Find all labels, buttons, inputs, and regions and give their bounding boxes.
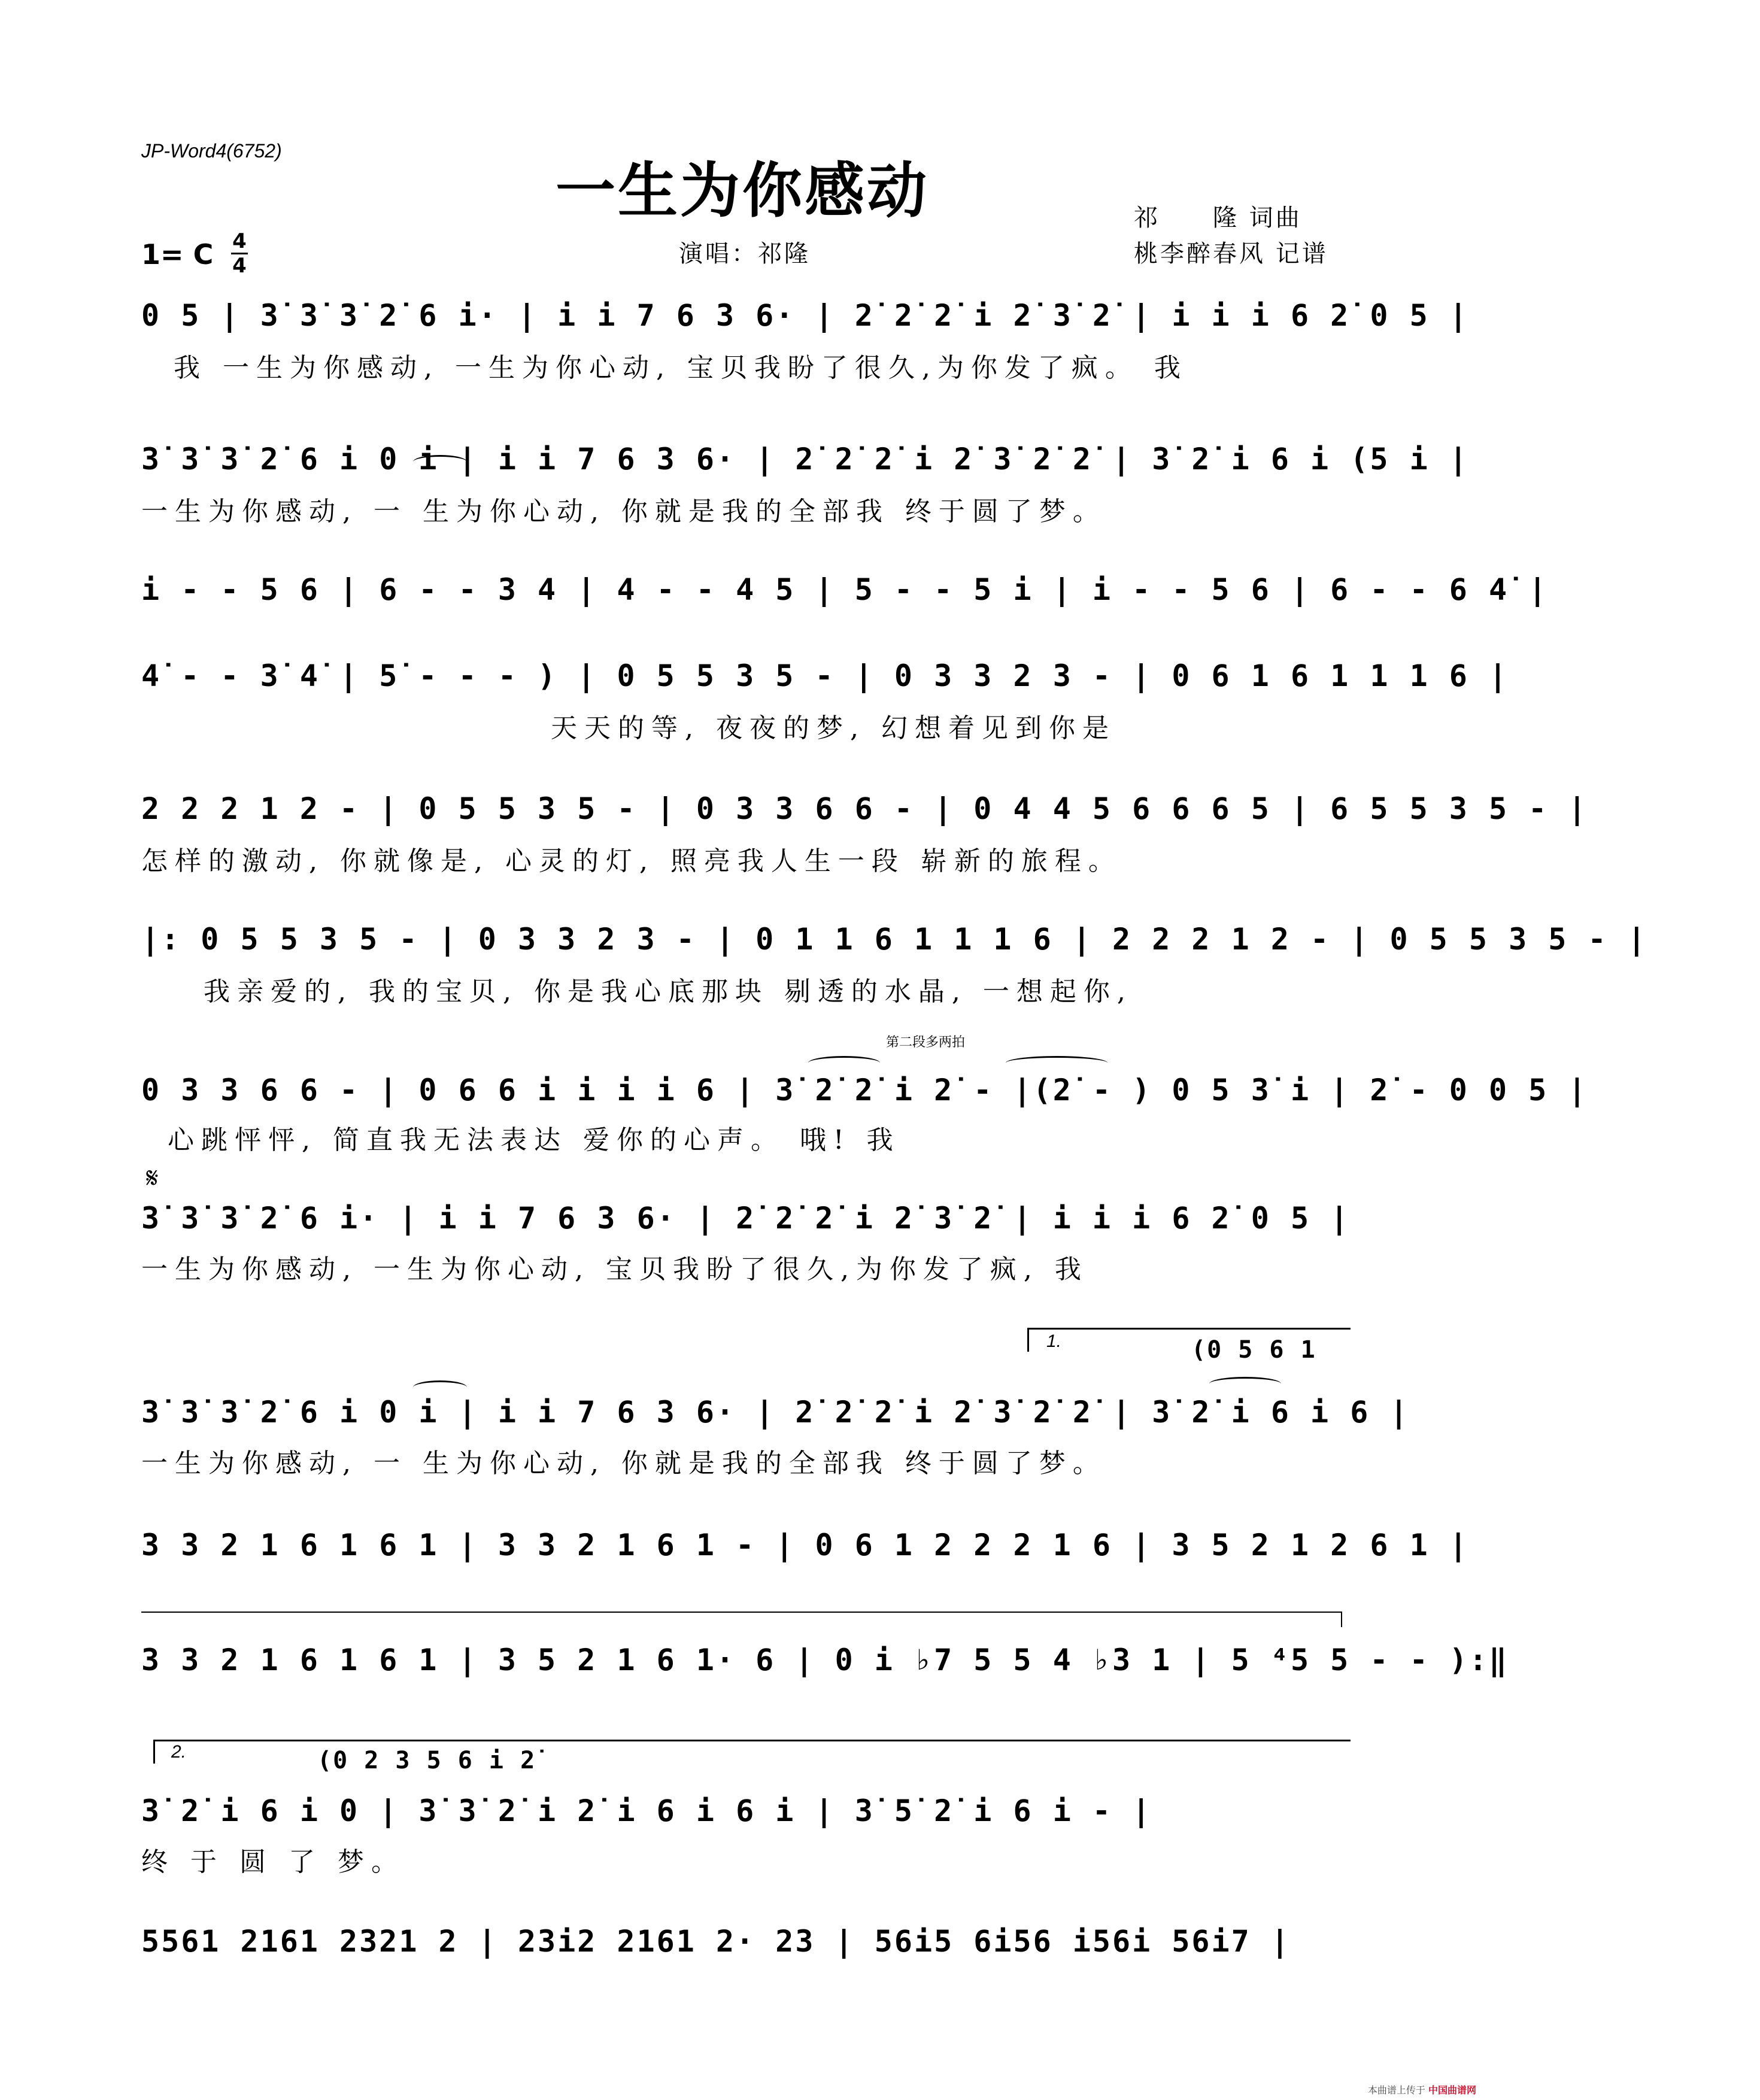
- score-row-5-lyrics: 怎样的激动, 你就像是, 心灵的灯, 照亮我人生一段 崭新的旅程。: [141, 846, 1122, 876]
- composer-credit: 祁 隆 词曲: [1134, 204, 1302, 232]
- site-logo: 中国曲谱网: [1428, 2084, 1476, 2096]
- footer-text: 本曲谱上传于: [1367, 2084, 1428, 2096]
- segno-sign: 𝄋: [146, 1161, 159, 1195]
- volta-1-label: 1.: [1046, 1331, 1062, 1351]
- footer-watermark: [1368, 2083, 1476, 2096]
- row-12-accompaniment: (0 2 3 5 6 i 2̇: [317, 1747, 536, 1774]
- volta-1-bracket: [1027, 1328, 1351, 1330]
- score-row-13-notes: 5561 2161 2321 2 | 23i2 2161 2· 23 | 56i5 6i56 i56i 56i7 |: [141, 1924, 1291, 1959]
- score-row-2-lyrics: 一生为你感动, 一 生为你心动, 你就是我的全部我 终于圆了梦。: [141, 496, 1106, 527]
- software-label: JP-Word4(6752): [141, 140, 282, 162]
- score-row-1-lyrics: 我 一生为你感动, 一生为你心动, 宝贝我盼了很久,为你发了疯。 我: [174, 353, 1188, 383]
- slur-mark: [1209, 1377, 1281, 1391]
- volta-1-tick: [1027, 1328, 1029, 1352]
- song-title: 一生为你感动: [556, 156, 929, 226]
- second-verse-note: 第二段多两拍: [886, 1035, 966, 1050]
- meter-bottom: 4: [232, 254, 247, 278]
- score-row-4-lyrics: 天天的等, 夜夜的梦, 幻想着见到你是: [551, 713, 1116, 744]
- score-row-8-notes: 3̇ 3̇ 3̇ 2̇ 6 i· | i i 7 6 3 6· | 2̇ 2̇ 2̇ i 2̇ 3̇ 2̇ | i i i 6 2̇ 0 5 |: [141, 1201, 1351, 1236]
- meter-top: 4: [232, 229, 247, 253]
- score-row-8-lyrics: 一生为你感动, 一生为你心动, 宝贝我盼了很久,为你发了疯, 我: [141, 1254, 1088, 1285]
- score-row-3-notes: i - - 5 6 | 6 - - 3 4 | 4 - - 4 5 | 5 - - 5 i | i - - 5 6 | 6 - - 6 4̇ |: [141, 572, 1549, 607]
- time-signature: [231, 231, 248, 276]
- score-row-9-lyrics: 一生为你感动, 一 生为你心动, 你就是我的全部我 终于圆了梦。: [141, 1448, 1106, 1479]
- volta-2-label: 2.: [171, 1742, 187, 1762]
- slur-mark: [808, 1056, 880, 1070]
- repeat-span-bracket: [141, 1612, 1342, 1627]
- score-row-2-notes: 3̇ 3̇ 3̇ 2̇ 6 i 0 i | i i 7 6 3 6· | 2̇ 2̇ 2̇ i 2̇ 3̇ 2̇ 2̇ | 3̇ 2̇ i 6 i (5 i |: [141, 442, 1469, 477]
- row-9-accompaniment: (0 5 6 1: [1191, 1336, 1316, 1364]
- score-row-7-lyrics: 心跳怦怦, 简直我无法表达 爱你的心声。 哦! 我: [168, 1125, 900, 1155]
- score-row-12-notes: 3̇ 2̇ i 6 i 0 | 3̇ 3̇ 2̇ i 2̇ i 6 i 6 i | 3̇ 5̇ 2̇ i 6 i - |: [141, 1794, 1152, 1828]
- score-row-9-notes: 3̇ 3̇ 3̇ 2̇ 6 i 0 i | i i 7 6 3 6· | 2̇ 2̇ 2̇ i 2̇ 3̇ 2̇ 2̇ | 3̇ 2̇ i 6 i 6 |: [141, 1395, 1410, 1430]
- score-row-11-notes: 3 3 2 1 6 1 6 1 | 3 5 2 1 6 1· 6 | 0 i ♭7 5 5 4 ♭3 1 | 5 ⁴5 5 - - ):‖: [141, 1643, 1509, 1677]
- singer-credit: 演唱：祁隆: [679, 240, 811, 268]
- slur-mark: [1006, 1056, 1107, 1070]
- score-row-7-notes: 0 3 3 6 6 - | 0 6 6 i i i i 6 | 3̇ 2̇ 2̇ i 2̇ - |(2̇ - ) 0 5 3̇ i | 2̇ - 0 0 5 |: [141, 1073, 1588, 1107]
- score-row-5-notes: 2 2 2 1 2 - | 0 5 5 3 5 - | 0 3 3 6 6 - | 0 4 4 5 6 6 6 5 | 6 5 5 3 5 - |: [141, 791, 1588, 826]
- volta-2-tick: [153, 1740, 155, 1764]
- score-row-6-notes: |: 0 5 5 3 5 - | 0 3 3 2 3 - | 0 1 1 6 1 1 1 6 | 2 2 2 1 2 - | 0 5 5 3 5 - |: [141, 922, 1647, 957]
- transcriber-credit: 桃李醉春风 记谱: [1134, 240, 1328, 268]
- key-signature: 1= C: [141, 238, 214, 271]
- score-row-12-lyrics: 终 于 圆 了 梦。: [141, 1847, 405, 1877]
- score-row-6-lyrics: 我亲爱的, 我的宝贝, 你是我心底那块 剔透的水晶, 一想起你,: [204, 976, 1133, 1007]
- slur-mark: [413, 1380, 467, 1394]
- volta-2-bracket: [153, 1740, 1351, 1741]
- score-row-4-notes: 4̇ - - 3̇ 4̇ | 5̇ - - - ) | 0 5 5 3 5 - | 0 3 3 2 3 - | 0 6 1 6 1 1 1 6 |: [141, 658, 1509, 693]
- score-row-10-notes: 3 3 2 1 6 1 6 1 | 3 3 2 1 6 1 - | 0 6 1 2 2 2 1 6 | 3 5 2 1 2 6 1 |: [141, 1528, 1469, 1562]
- score-row-1-notes: 0 5 | 3̇ 3̇ 3̇ 2̇ 6 i· | i i 7 6 3 6· | 2̇ 2̇ 2̇ i 2̇ 3̇ 2̇ | i i i 6 2̇ 0 5 |: [141, 298, 1469, 333]
